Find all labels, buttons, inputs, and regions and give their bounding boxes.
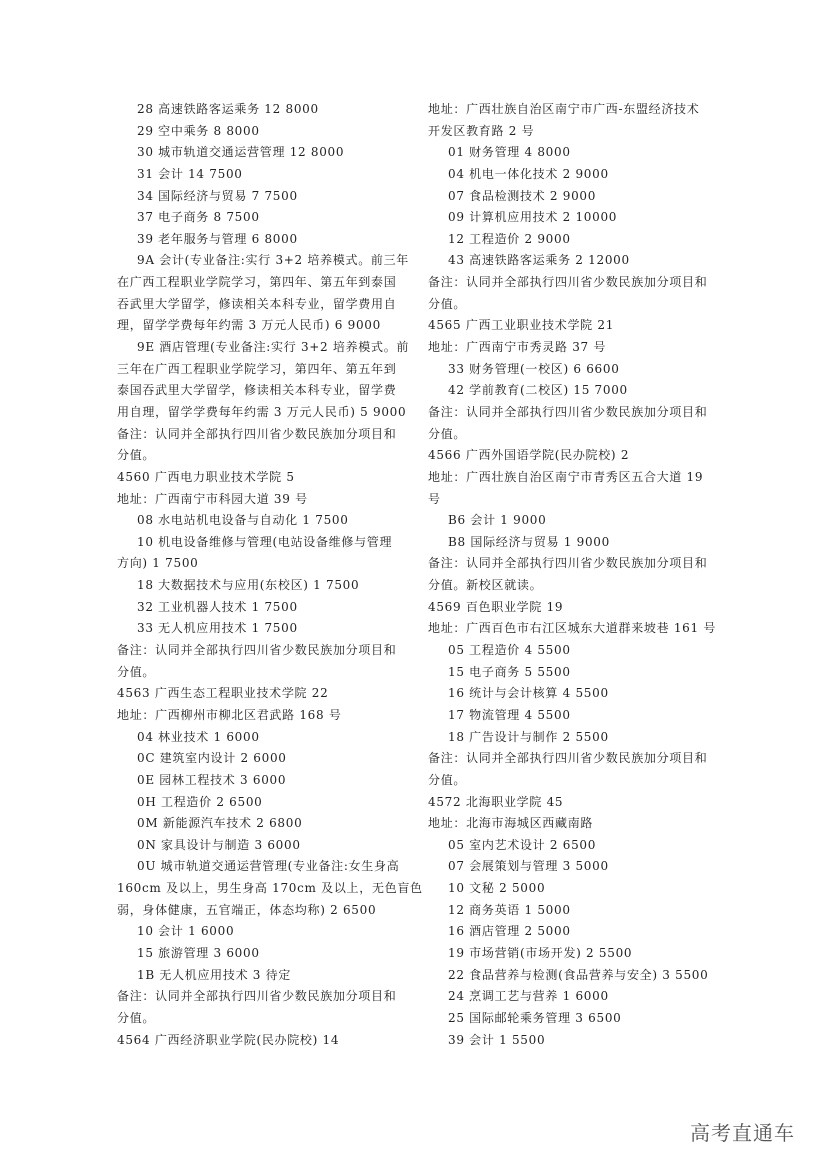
text-line: 43 高速铁路客运乘务 2 12000 xyxy=(448,253,630,268)
text-line: 0U 城市轨道交通运营管理(专业备注:女生身高 xyxy=(137,859,400,874)
text-line: 08 水电站机电设备与自动化 1 7500 xyxy=(137,513,349,528)
text-line: 地址：广西南宁市科园大道 39 号 xyxy=(117,491,308,506)
text-line: 理，留学学费每年约需 3 万元人民币) 6 9000 xyxy=(117,318,381,333)
text-line: 04 机电一体化技术 2 9000 xyxy=(448,166,609,181)
text-line: 30 城市轨道交通运营管理 12 8000 xyxy=(137,145,345,160)
text-line: 39 老年服务与管理 6 8000 xyxy=(137,231,298,246)
text-line: 号 xyxy=(428,491,441,506)
text-line: 弱，身体健康，五官端正，体态均称) 2 6500 xyxy=(117,902,377,917)
text-line: 分值。 xyxy=(428,296,467,311)
text-line: 泰国吞武里大学留学，修读相关本科专业，留学费 xyxy=(117,383,397,398)
text-line: 01 财务管理 4 8000 xyxy=(448,145,571,160)
text-line: 地址：广西南宁市秀灵路 37 号 xyxy=(428,340,607,355)
text-line: 0M 新能源汽车技术 2 6800 xyxy=(137,816,303,831)
text-line: 29 空中乘务 8 8000 xyxy=(137,123,260,138)
text-line: 吞武里大学留学，修读相关本科专业，留学费用自 xyxy=(117,296,397,311)
text-line: 24 烹调工艺与营养 1 6000 xyxy=(448,989,609,1004)
text-line: 4566 广西外国语学院(民办院校) 2 xyxy=(428,448,630,463)
text-line: 0H 工程造价 2 6500 xyxy=(137,794,263,809)
left-column xyxy=(117,99,423,1051)
text-line: 4560 广西电力职业技术学院 5 xyxy=(117,469,295,484)
text-line: 分值。 xyxy=(117,1010,156,1025)
text-line: 25 国际邮轮乘务管理 3 6500 xyxy=(448,1010,622,1025)
text-line: 9A 会计(专业备注:实行 3+2 培养模式。前三年 xyxy=(137,253,409,268)
text-line: 16 统计与会计核算 4 5500 xyxy=(448,686,609,701)
text-line: 备注：认同并全部执行四川省少数民族加分项目和 xyxy=(117,426,397,441)
text-line: 备注：认同并全部执行四川省少数民族加分项目和 xyxy=(428,556,708,571)
text-line: 地址：广西百色市右江区城东大道群来坡巷 161 号 xyxy=(428,621,717,636)
text-line: 12 工程造价 2 9000 xyxy=(448,231,571,246)
text-line: 分值。 xyxy=(428,772,467,787)
text-line: 15 电子商务 5 5500 xyxy=(448,664,571,679)
text-line: 分值。 xyxy=(117,448,156,463)
text-line: 0C 建筑室内设计 2 6000 xyxy=(137,751,287,766)
text-line: 09 计算机应用技术 2 10000 xyxy=(448,210,618,225)
text-line: 0N 家具设计与制造 3 6000 xyxy=(137,837,301,852)
text-line: 37 电子商务 8 7500 xyxy=(137,210,260,225)
text-line: 地址：广西柳州市柳北区君武路 168 号 xyxy=(117,707,342,722)
text-line: 10 会计 1 6000 xyxy=(137,924,235,939)
text-line: 备注：认同并全部执行四川省少数民族加分项目和 xyxy=(428,751,708,766)
text-line: 方向) 1 7500 xyxy=(117,556,199,571)
text-line: 4563 广西生态工程职业技术学院 22 xyxy=(117,686,329,701)
text-line: 地址：北海市海城区西藏南路 xyxy=(428,816,594,831)
text-line: 34 国际经济与贸易 7 7500 xyxy=(137,188,298,203)
text-line: 19 市场营销(市场开发) 2 5500 xyxy=(448,945,633,960)
text-line: 17 物流管理 4 5500 xyxy=(448,707,571,722)
text-line: 160cm 及以上，男生身高 170cm 及以上，无色盲色 xyxy=(117,881,423,896)
text-line: 备注：认同并全部执行四川省少数民族加分项目和 xyxy=(117,989,397,1004)
text-line: 地址：广西壮族自治区南宁市广西-东盟经济技术 xyxy=(428,102,700,116)
text-line: 07 食品检测技术 2 9000 xyxy=(448,188,597,203)
text-line: 39 会计 1 5500 xyxy=(448,1032,546,1047)
text-line: 地址：广西壮族自治区南宁市青秀区五合大道 19 xyxy=(428,469,704,484)
text-line: 31 会计 14 7500 xyxy=(137,166,243,181)
text-line: 4564 广西经济职业学院(民办院校) 14 xyxy=(117,1032,340,1047)
text-line: 分值。 xyxy=(428,426,467,441)
right-column xyxy=(428,99,718,1051)
text-line: 07 会展策划与管理 3 5000 xyxy=(448,859,609,874)
text-line: 12 商务英语 1 5000 xyxy=(448,902,571,917)
text-line: 4569 百色职业学院 19 xyxy=(428,599,564,614)
text-line: 15 旅游管理 3 6000 xyxy=(137,945,260,960)
watermark-logo: 高考直通车 xyxy=(690,1121,795,1145)
text-line: 用自理，留学学费每年约需 3 万元人民币) 5 9000 xyxy=(117,404,407,419)
text-line: 10 机电设备维修与管理(电站设备维修与管理 xyxy=(137,534,393,549)
text-line: B6 会计 1 9000 xyxy=(448,513,547,528)
text-line: 28 高速铁路客运乘务 12 8000 xyxy=(137,102,319,116)
text-line: 分值。 xyxy=(117,664,156,679)
text-line: 33 财务管理(一校区) 6 6600 xyxy=(448,361,620,376)
text-line: 22 食品营养与检测(食品营养与安全) 3 5500 xyxy=(448,967,709,982)
text-line: 备注：认同并全部执行四川省少数民族加分项目和 xyxy=(428,404,708,419)
text-line: 32 工业机器人技术 1 7500 xyxy=(137,599,298,614)
text-line: 4572 北海职业学院 45 xyxy=(428,794,564,809)
text-line: B8 国际经济与贸易 1 9000 xyxy=(448,534,610,549)
text-line: 备注：认同并全部执行四川省少数民族加分项目和 xyxy=(428,275,708,290)
text-line: 33 无人机应用技术 1 7500 xyxy=(137,621,298,636)
text-line: 开发区教育路 2 号 xyxy=(428,123,535,138)
text-line: 18 大数据技术与应用(东校区) 1 7500 xyxy=(137,578,360,593)
text-line: 4565 广西工业职业技术学院 21 xyxy=(428,318,615,333)
text-line: 42 学前教育(二校区) 15 7000 xyxy=(448,383,628,398)
text-line: 1B 无人机应用技术 3 待定 xyxy=(137,967,292,982)
text-line: 备注：认同并全部执行四川省少数民族加分项目和 xyxy=(117,643,397,658)
text-line: 05 工程造价 4 5500 xyxy=(448,643,571,658)
text-line: 三年在广西工程职业学院学习，第四年、第五年到 xyxy=(117,361,397,376)
text-line: 10 文秘 2 5000 xyxy=(448,881,546,896)
text-line: 0E 园林工程技术 3 6000 xyxy=(137,772,287,787)
text-line: 04 林业技术 1 6000 xyxy=(137,729,260,744)
text-line: 在广西工程职业学院学习，第四年、第五年到泰国 xyxy=(117,275,397,290)
text-line: 16 酒店管理 2 5000 xyxy=(448,924,571,939)
text-line: 05 室内艺术设计 2 6500 xyxy=(448,837,597,852)
text-line: 9E 酒店管理(专业备注:实行 3+2 培养模式。前 xyxy=(137,340,410,355)
text-line: 18 广告设计与制作 2 5500 xyxy=(448,729,609,744)
text-line: 分值。新校区就读。 xyxy=(428,578,543,593)
